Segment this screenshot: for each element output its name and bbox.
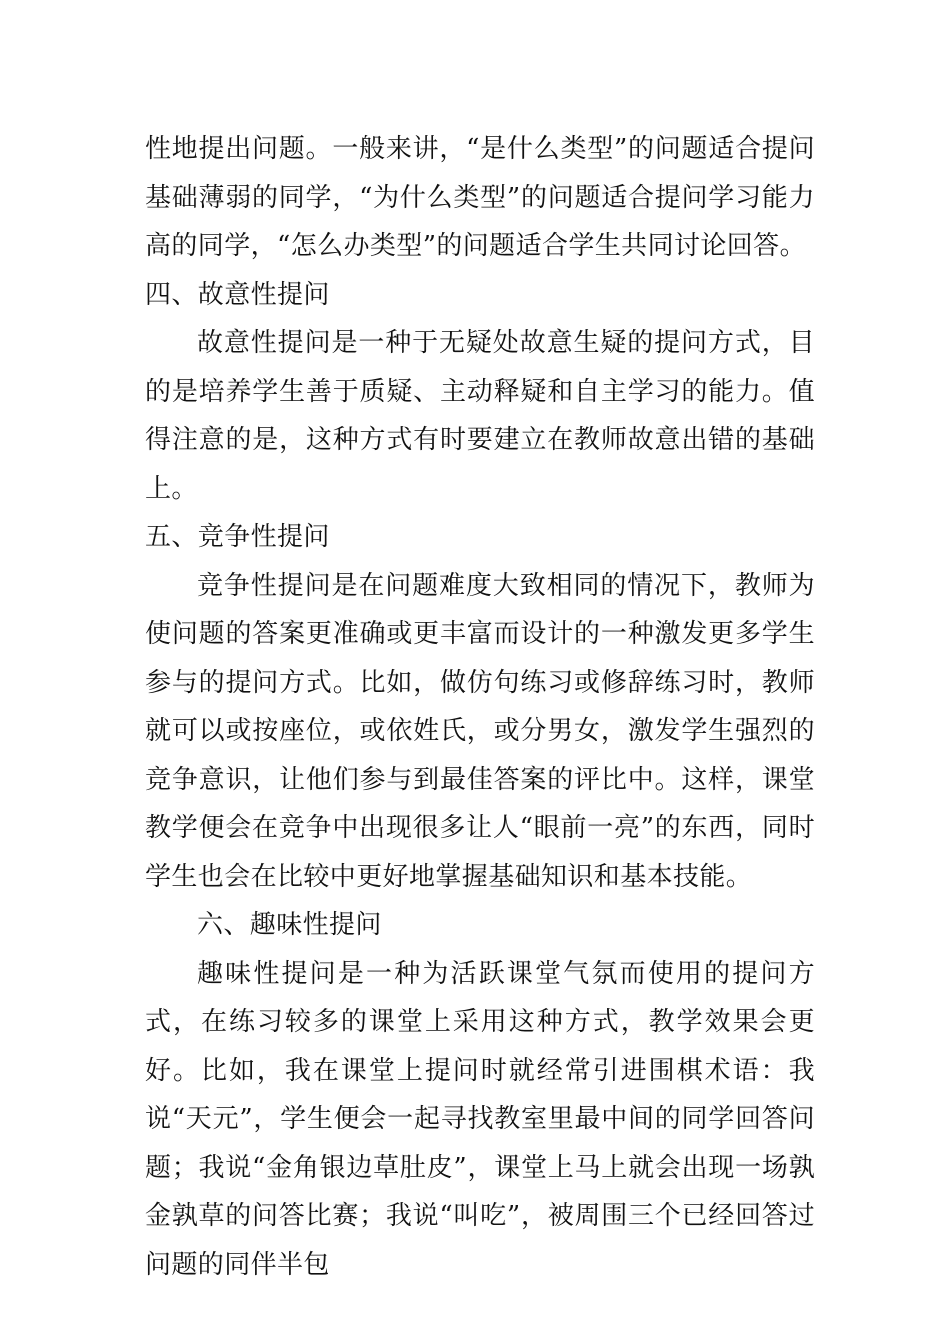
document-body (145, 125, 815, 1289)
paragraph-competitive-questioning: 竞争性提问是在问题难度大致相同的情况下，教师为使问题的答案更准确或更丰富而设计的一种激发更多学生参与的提问方式。比如，做仿句练习或修辞练习时，教师就可以或按座位，或依姓氏，或分男女，激发学生强烈的竞争意识，让他们参与到最佳答案的评比中。这样，课堂教学便会在竞争中出现很多让人“眼前一亮”的东西，同时学生也会在比较中更好地掌握基础知识和基本技能。 (145, 570, 815, 892)
section-heading-6: 六、趣味性提问 (197, 910, 382, 940)
paragraph-fun-questioning: 趣味性提问是一种为活跃课堂气氛而使用的提问方式，在练习较多的课堂上采用这种方式，教学效果会更好。比如，我在课堂上提问时就经常引进围棋术语：我说“天元”，学生便会一起寻找教室里最中间的同学回答问题；我说“金角银边草肚皮”，课堂上马上就会出现一场孰金孰草的问答比赛；我说“叫吃”，被周围三个已经回答过问题的同伴半包 (145, 958, 815, 1280)
section-heading-4: 四、故意性提问 (145, 279, 330, 310)
section-heading-5: 五、竞争性提问 (145, 522, 330, 552)
paragraph-continued: 性地提出问题。一般来讲，“是什么类型”的问题适合提问基础薄弱的同学，“为什么类型”的问题适合提问学习能力高的同学，“怎么办类型”的问题适合学生共同讨论回答。 (145, 134, 815, 261)
paragraph-deliberate-questioning: 故意性提问是一种于无疑处故意生疑的提问方式，目的是培养学生善于质疑、主动释疑和自主学习的能力。值得注意的是，这种方式有时要建立在教师故意出错的基础上。 (145, 328, 815, 504)
